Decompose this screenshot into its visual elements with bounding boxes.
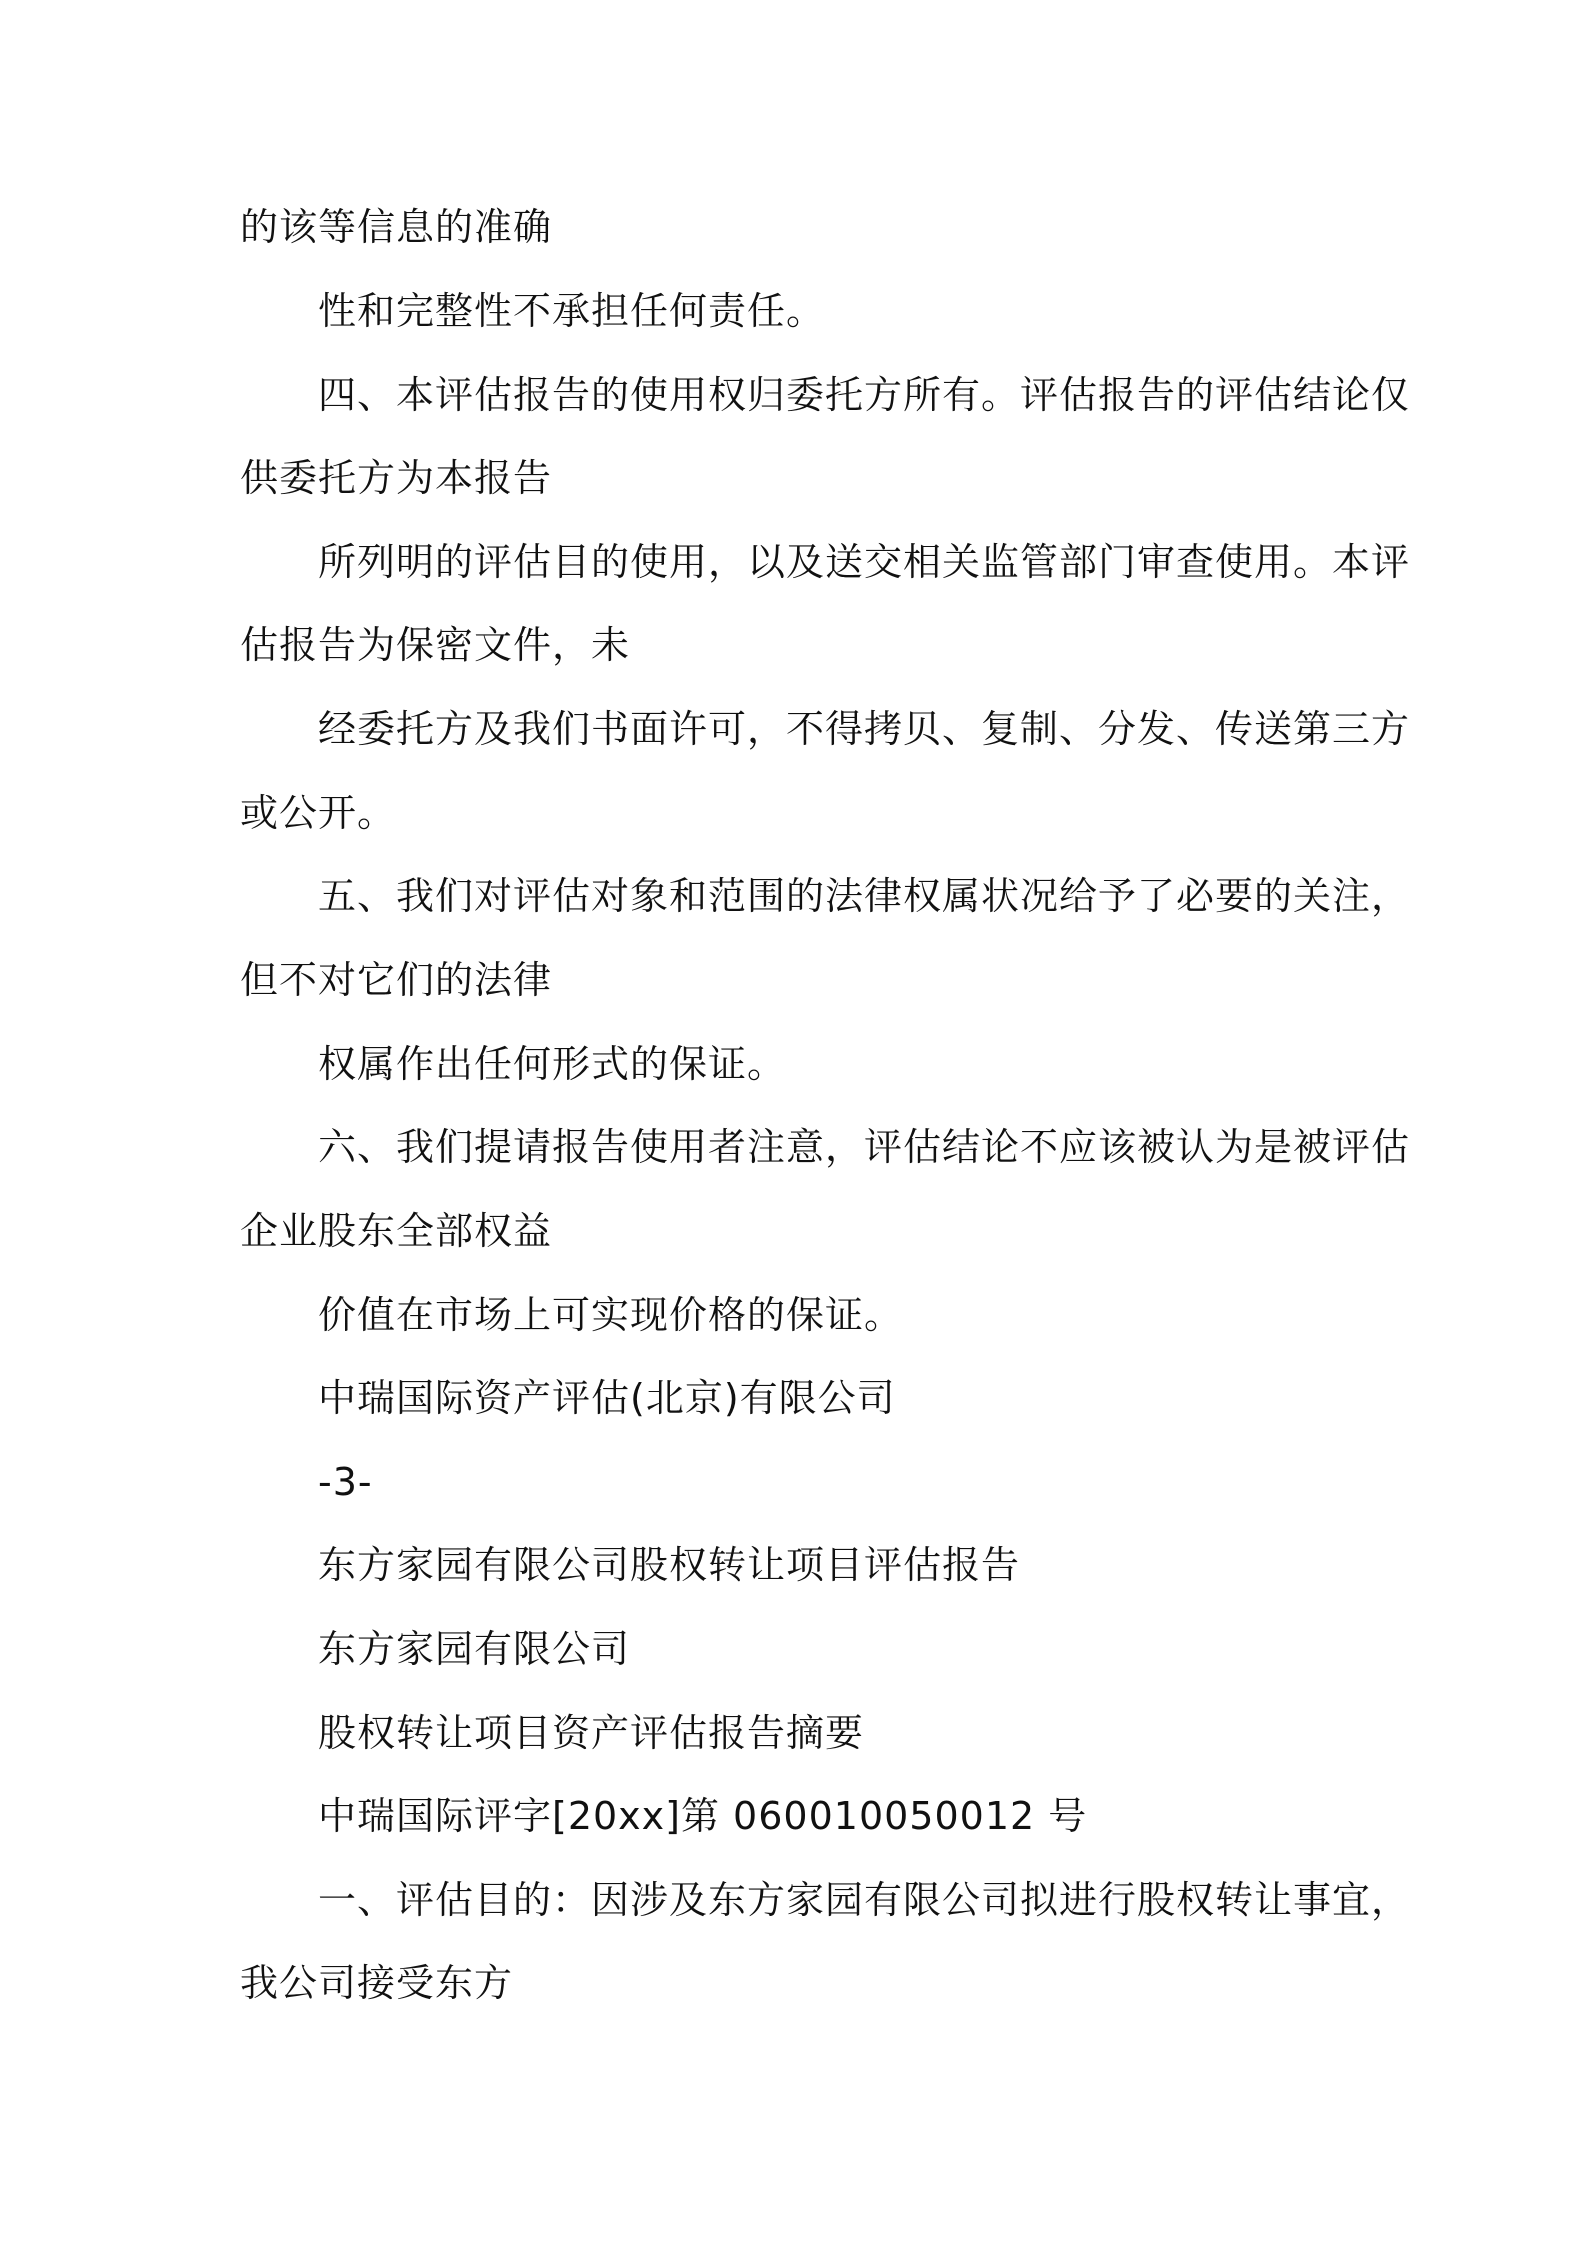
summary-title: 股权转让项目资产评估报告摘要 [318, 1711, 865, 1755]
text-line: 供委托方为本报告 [240, 456, 553, 500]
report-number: 中瑞国际评字[20xx]第 060010050012 号 [318, 1794, 1088, 1838]
text-line: 性和完整性不承担任何责任。 [318, 289, 826, 333]
text-line: 我公司接受东方 [240, 1961, 514, 2005]
company-name: 东方家园有限公司 [318, 1627, 631, 1671]
text-line: 权属作出任何形式的保证。 [318, 1042, 787, 1086]
text-line: 企业股东全部权益 [240, 1209, 553, 1253]
report-header-title: 东方家园有限公司股权转让项目评估报告 [318, 1543, 1021, 1587]
text-line: 估报告为保密文件，未 [240, 623, 631, 667]
page-number: -3- [318, 1460, 373, 1504]
company-signature-line: 中瑞国际资产评估(北京)有限公司 [318, 1376, 896, 1420]
text-line: 但不对它们的法律 [240, 958, 553, 1002]
text-line: 价值在市场上可实现价格的保证。 [318, 1293, 904, 1337]
text-line: 或公开。 [240, 791, 397, 835]
text-line: 五、我们对评估对象和范围的法律权属状况给予了必要的关注， [318, 874, 1411, 918]
text-line: 经委托方及我们书面许可，不得拷贝、复制、分发、传送第三方 [318, 707, 1411, 751]
text-line: 的该等信息的准确 [240, 205, 553, 249]
text-line: 所列明的评估目的使用，以及送交相关监管部门审查使用。本评 [318, 540, 1411, 584]
text-line: 一、评估目的：因涉及东方家园有限公司拟进行股权转让事宜， [318, 1878, 1411, 1922]
text-line: 六、我们提请报告使用者注意，评估结论不应该被认为是被评估 [318, 1125, 1411, 1169]
text-line: 四、本评估报告的使用权归委托方所有。评估报告的评估结论仅 [318, 373, 1411, 417]
